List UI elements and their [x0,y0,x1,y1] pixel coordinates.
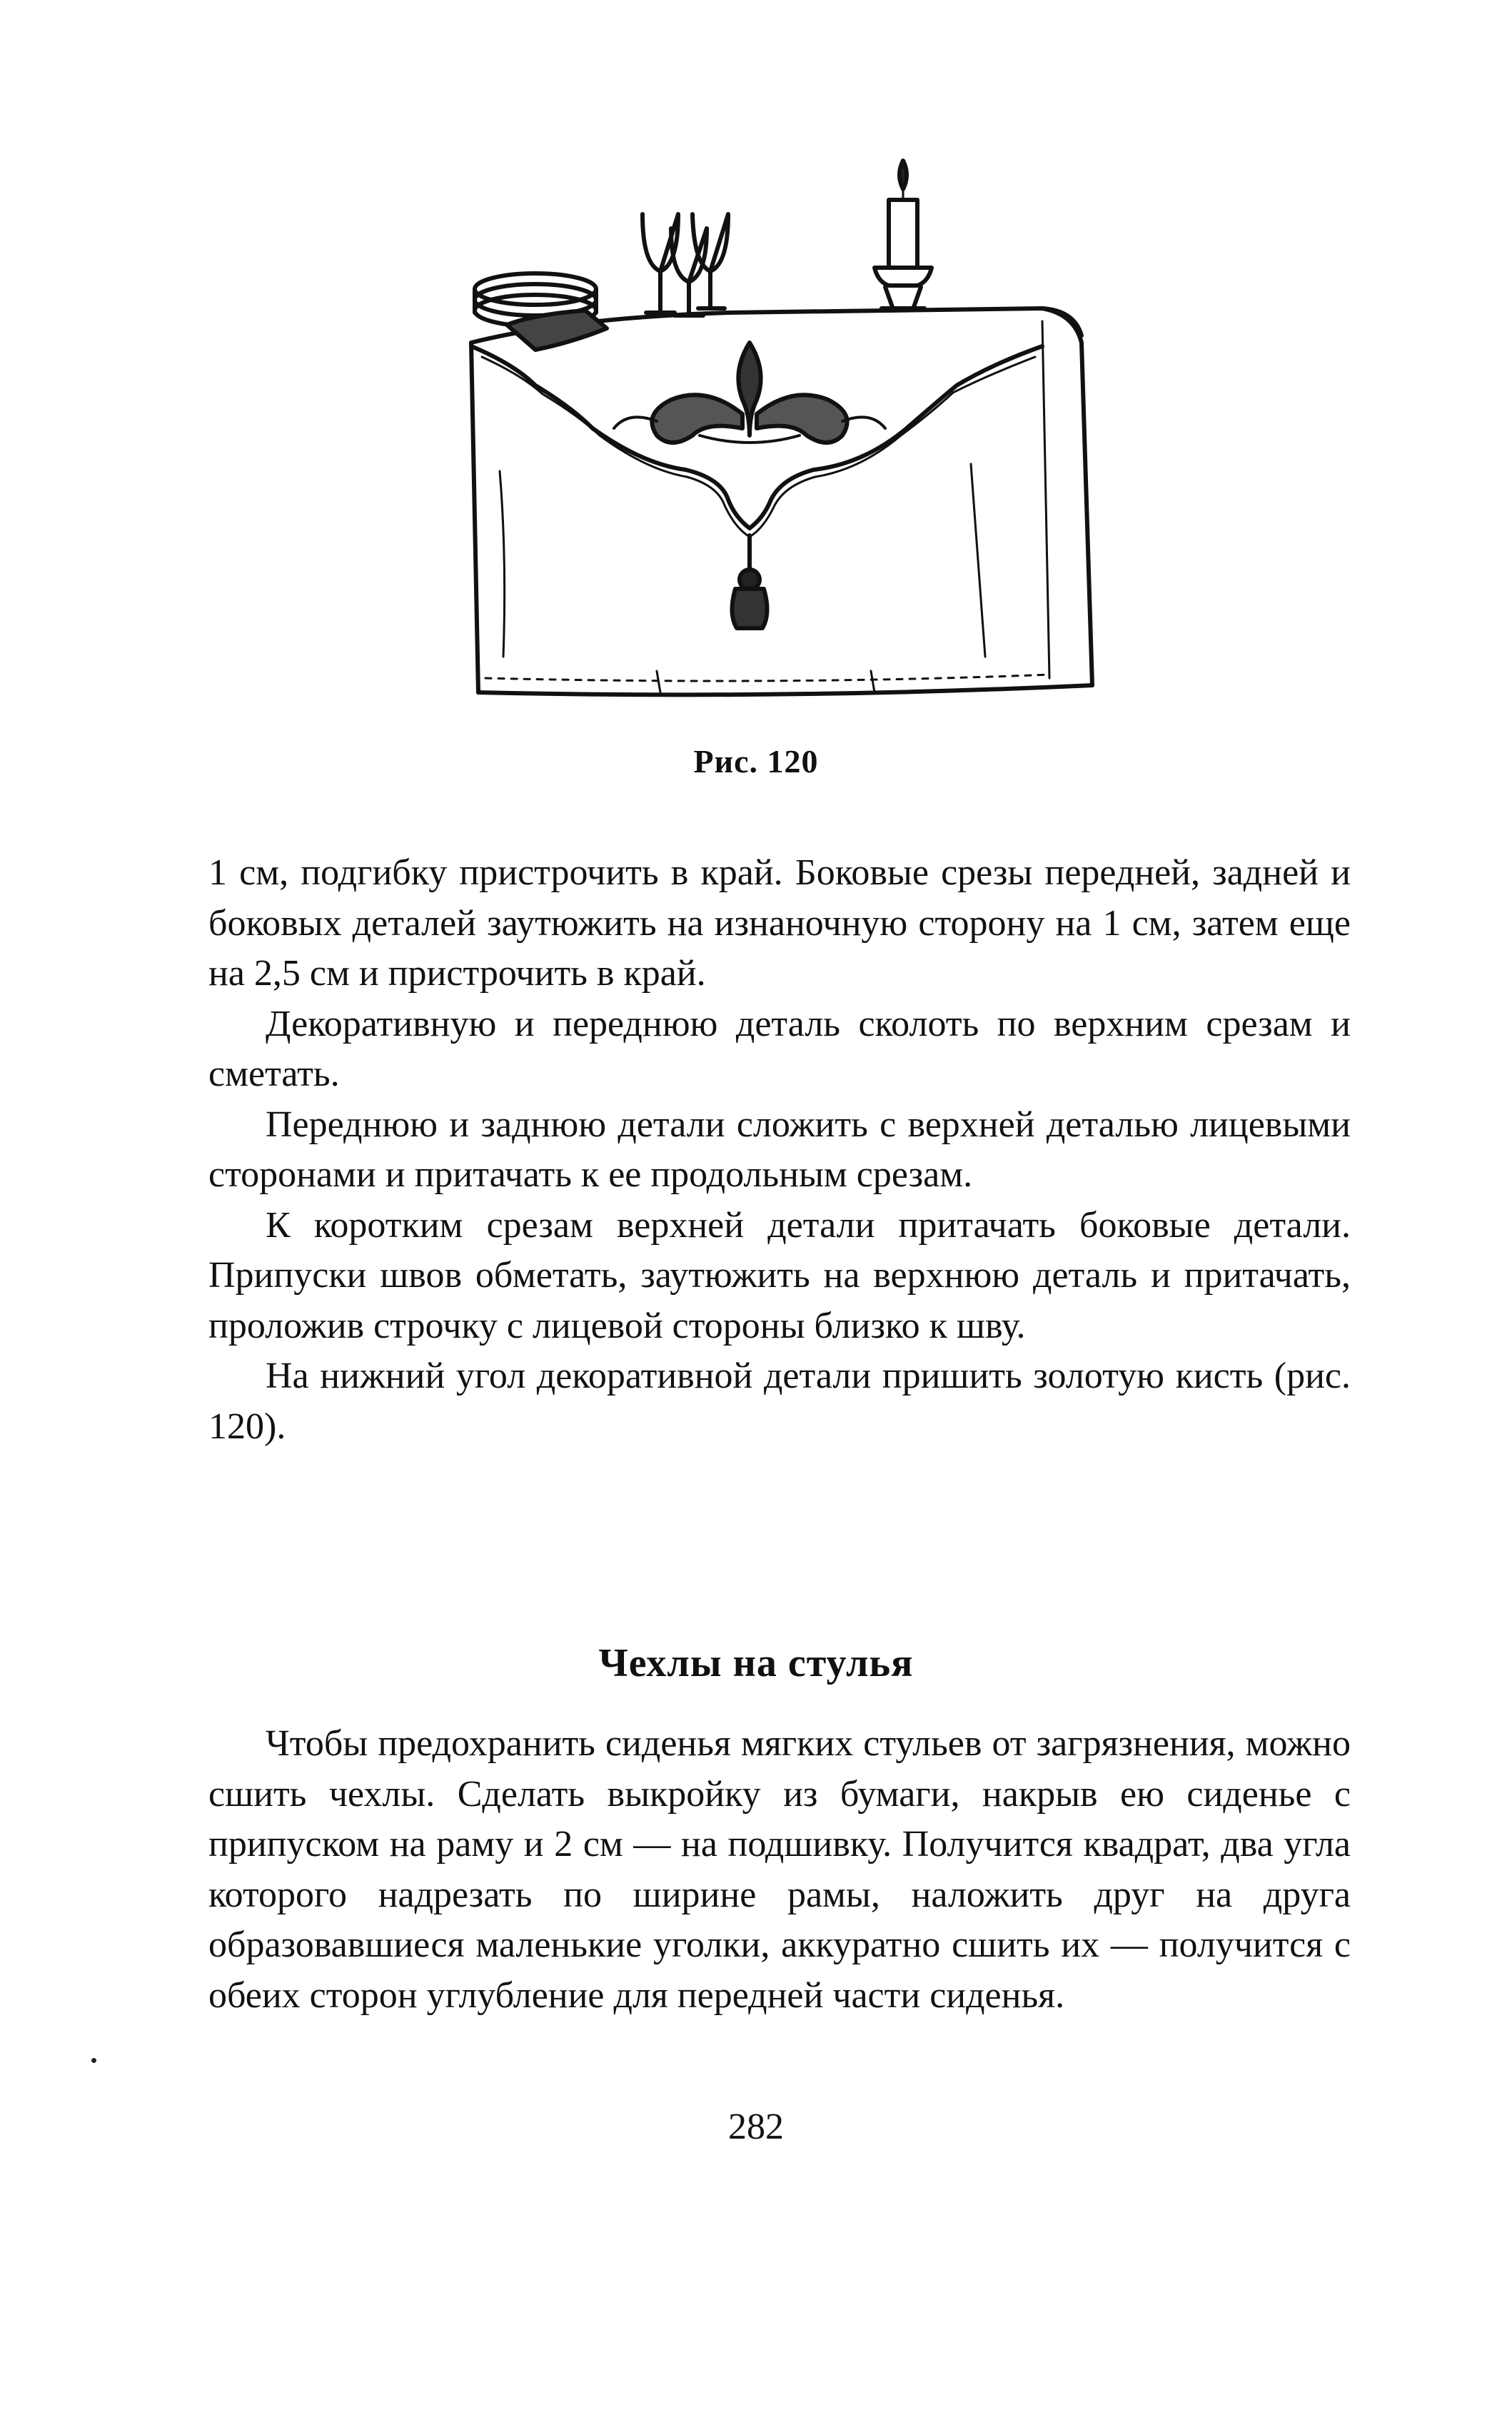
page-number: 282 [728,2106,784,2147]
figure-illustration [428,128,1128,764]
table-cover-illustration-icon [428,128,1128,764]
body-text-block [208,848,1351,1452]
section-heading: Чехлы на стулья [598,1641,914,1685]
body-text-block-2 [208,1719,1351,2021]
figure-caption: Рис. 120 [693,743,819,779]
paragraph: К коротким срезам верхней детали притачать боковые детали. Припуски швов обметать, заутюжить на верхнюю деталь и притачать, проложив строчку с лицевой стороны близко к шву. [208,1204,1351,1346]
paragraph: Переднюю и заднюю детали сложить с верхней деталью лицевыми сторонами и притачать к ее продольным срезам. [208,1104,1351,1195]
paragraph: Чтобы предохранить сиденья мягких стульев от загрязнения, можно сшить чехлы. Сделать выкройку из бумаги, накрыв ею сиденье с припуском на раму и 2 см — на подшивку. Получится квадрат, два угла которого надрезать по ширине рамы, наложить друг на друга образовавшиеся маленькие уголки, аккуратно сшить их — получится с обеих сторон углубление для передней части сиденья. [208,1723,1351,2016]
paragraph: На нижний угол декоративной детали пришить золотую кисть (рис. 120). [208,1356,1351,1447]
scan-speck [91,2058,96,2063]
paragraph: Декоративную и переднюю деталь сколоть по верхним срезам и сметать. [208,1003,1351,1094]
paragraph: 1 см, подгибку пристрочить в край. Боковые срезы передней, задней и боковых деталей заутюжить на изнаночную сторону на 1 см, затем еще на 2,5 см и пристрочить в край. [208,852,1351,994]
